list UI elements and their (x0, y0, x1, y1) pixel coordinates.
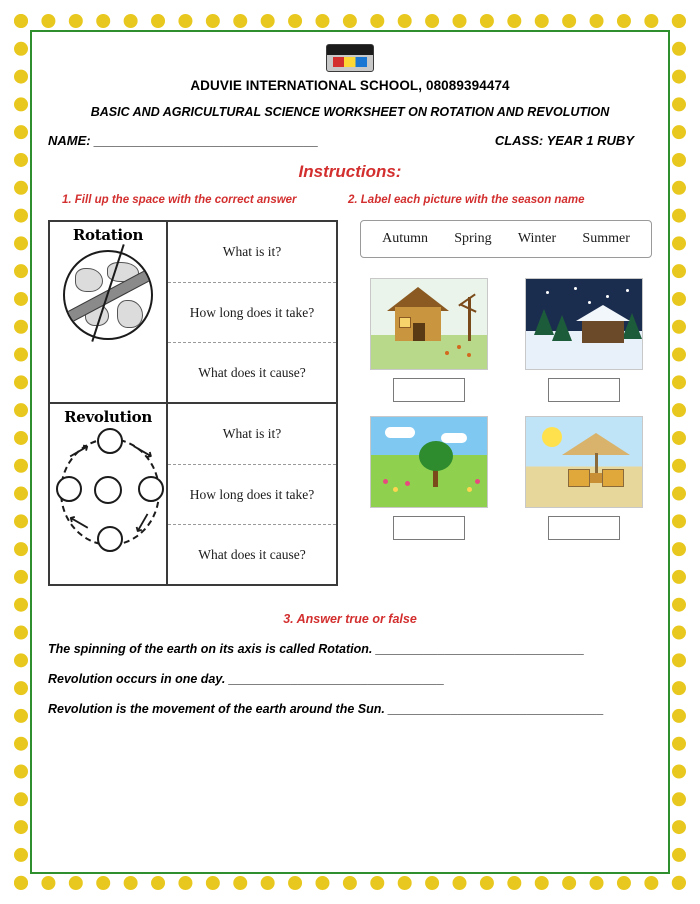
earth-rotating-on-axis-diagram (63, 250, 153, 346)
worksheet-content (36, 36, 664, 868)
rotation-question-1[interactable]: What is it? (222, 244, 282, 259)
rotation-block (50, 222, 336, 402)
season-picture-grid (360, 278, 652, 540)
revolution-questions (168, 404, 336, 584)
spring-meadow-flowers-tree-picture (370, 416, 488, 508)
true-false-item-2[interactable]: Revolution occurs in one day. _______________________________ (48, 672, 445, 686)
season-item (515, 416, 652, 540)
season-item (515, 278, 652, 402)
rotation-question-3[interactable]: What does it cause? (168, 342, 336, 402)
revolution-title: Revolution (64, 408, 152, 426)
season-word-spring[interactable]: Spring (454, 231, 492, 246)
season-word-autumn[interactable]: Autumn (382, 231, 429, 246)
spring-answer-box[interactable] (393, 516, 465, 540)
rotation-question-2[interactable]: How long does it take? (168, 282, 336, 342)
revolution-question-3[interactable]: What does it cause? (168, 524, 336, 584)
season-item (360, 278, 497, 402)
season-item (360, 416, 497, 540)
school-crest-logo (48, 44, 652, 72)
true-false-heading: 3. Answer true or false (283, 612, 417, 626)
earth-orbiting-sun-diagram: ⟶ ⟶ ⟶ ⟶ (54, 430, 162, 550)
rotation-revolution-table (48, 220, 338, 586)
instruction-2: 2. Label each picture with the season name (348, 194, 585, 206)
class-field: CLASS: YEAR 1 RUBY (494, 133, 634, 148)
true-false-item-1[interactable]: The spinning of the earth on its axis is called Rotation. ______________________________ (48, 642, 585, 656)
revolution-question-1[interactable]: What is it? (222, 426, 282, 441)
autumn-cabin-bare-tree-picture (370, 278, 488, 370)
main-area (48, 220, 652, 586)
seasons-column (360, 220, 652, 586)
winter-snow-cabin-picture (525, 278, 643, 370)
worksheet-title: BASIC AND AGRICULTURAL SCIENCE WORKSHEET ON ROTATION AND REVOLUTION (90, 105, 610, 119)
concept-column (48, 220, 348, 586)
instructions-heading: Instructions: (298, 162, 402, 181)
revolution-question-2[interactable]: How long does it take? (168, 464, 336, 524)
season-word-winter[interactable]: Winter (517, 231, 557, 246)
name-field[interactable]: NAME: _______________________________ (48, 133, 319, 148)
summer-beach-umbrella-chairs-picture (525, 416, 643, 508)
season-word-bank (360, 220, 652, 258)
summer-answer-box[interactable] (548, 516, 620, 540)
name-class-row (48, 133, 652, 148)
school-name: ADUVIE INTERNATIONAL SCHOOL, 08089394474 (190, 78, 510, 93)
season-word-summer[interactable]: Summer (582, 231, 630, 246)
instruction-1: 1. Fill up the space with the correct answer (62, 194, 297, 206)
winter-answer-box[interactable] (548, 378, 620, 402)
true-false-item-3[interactable]: Revolution is the movement of the earth around the Sun. _______________________________ (48, 702, 604, 716)
autumn-answer-box[interactable] (393, 378, 465, 402)
rotation-questions (168, 222, 336, 402)
revolution-cell (50, 404, 168, 584)
rotation-title: Rotation (72, 226, 144, 244)
revolution-block (50, 402, 336, 584)
rotation-cell (50, 222, 168, 402)
instruction-items (48, 194, 652, 206)
